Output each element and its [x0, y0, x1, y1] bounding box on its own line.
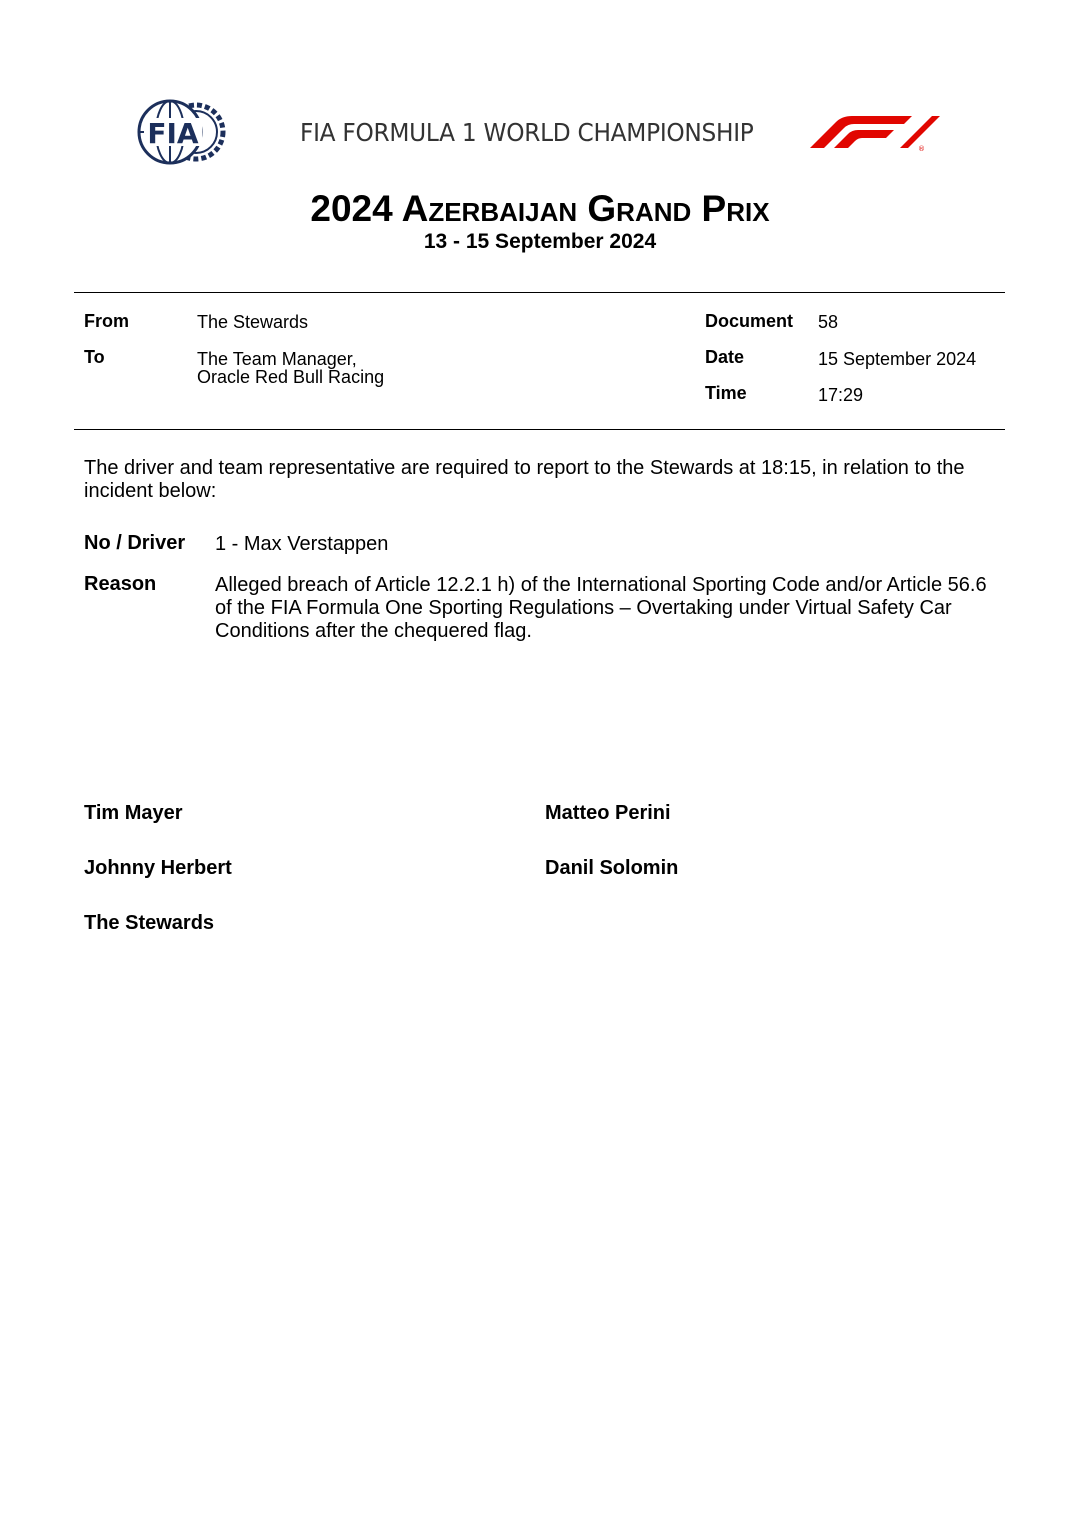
reason-value: Alleged breach of Article 12.2.1 h) of the International Sporting Code and/or Article 56.6 of the FIA Formula One Sporting Regulations – Overtaking under Virtual Safety Car Conditions after the chequered flag. [215, 574, 987, 642]
document-label: Document [705, 311, 794, 331]
signature-closing: The Stewards [84, 912, 215, 934]
driver-value: 1 - Max Verstappen [215, 533, 389, 555]
bottom-divider [74, 429, 1005, 430]
signature-tim-mayer: Tim Mayer [84, 802, 183, 824]
championship-title: FIA FORMULA 1 WORLD CHAMPIONSHIP [300, 118, 754, 147]
driver-label: No / Driver [84, 532, 186, 554]
top-divider [74, 292, 1005, 293]
to-label: To [84, 347, 105, 367]
time-value: 17:29 [818, 385, 864, 405]
signature-matteo-perini: Matteo Perini [545, 802, 671, 824]
date-value: 15 September 2024 [818, 349, 977, 369]
signature-danil-solomin: Danil Solomin [545, 857, 679, 879]
date-label: Date [705, 347, 745, 367]
event-title: 2024 Azerbaijan Grand Prix [310, 188, 770, 229]
intro-paragraph: The driver and team representative are required to report to the Stewards at 18:15, in relation to the incident below: [84, 457, 965, 502]
from-label: From [84, 311, 129, 331]
event-dates: 13 - 15 September 2024 [423, 230, 657, 253]
document-value: 58 [818, 312, 839, 332]
to-value-line1: The Team Manager, [197, 349, 357, 369]
fia-logo-text: FIA [147, 117, 199, 150]
fia-logo [136, 99, 230, 165]
f1-logo-text: F1 [808, 112, 810, 113]
time-label: Time [705, 383, 747, 403]
signature-johnny-herbert: Johnny Herbert [84, 857, 232, 879]
svg-text:®: ® [918, 145, 925, 152]
to-value-line2: Oracle Red Bull Racing [197, 367, 385, 387]
reason-label: Reason [84, 573, 157, 595]
f1-logo [808, 112, 942, 152]
from-value: The Stewards [197, 312, 309, 332]
